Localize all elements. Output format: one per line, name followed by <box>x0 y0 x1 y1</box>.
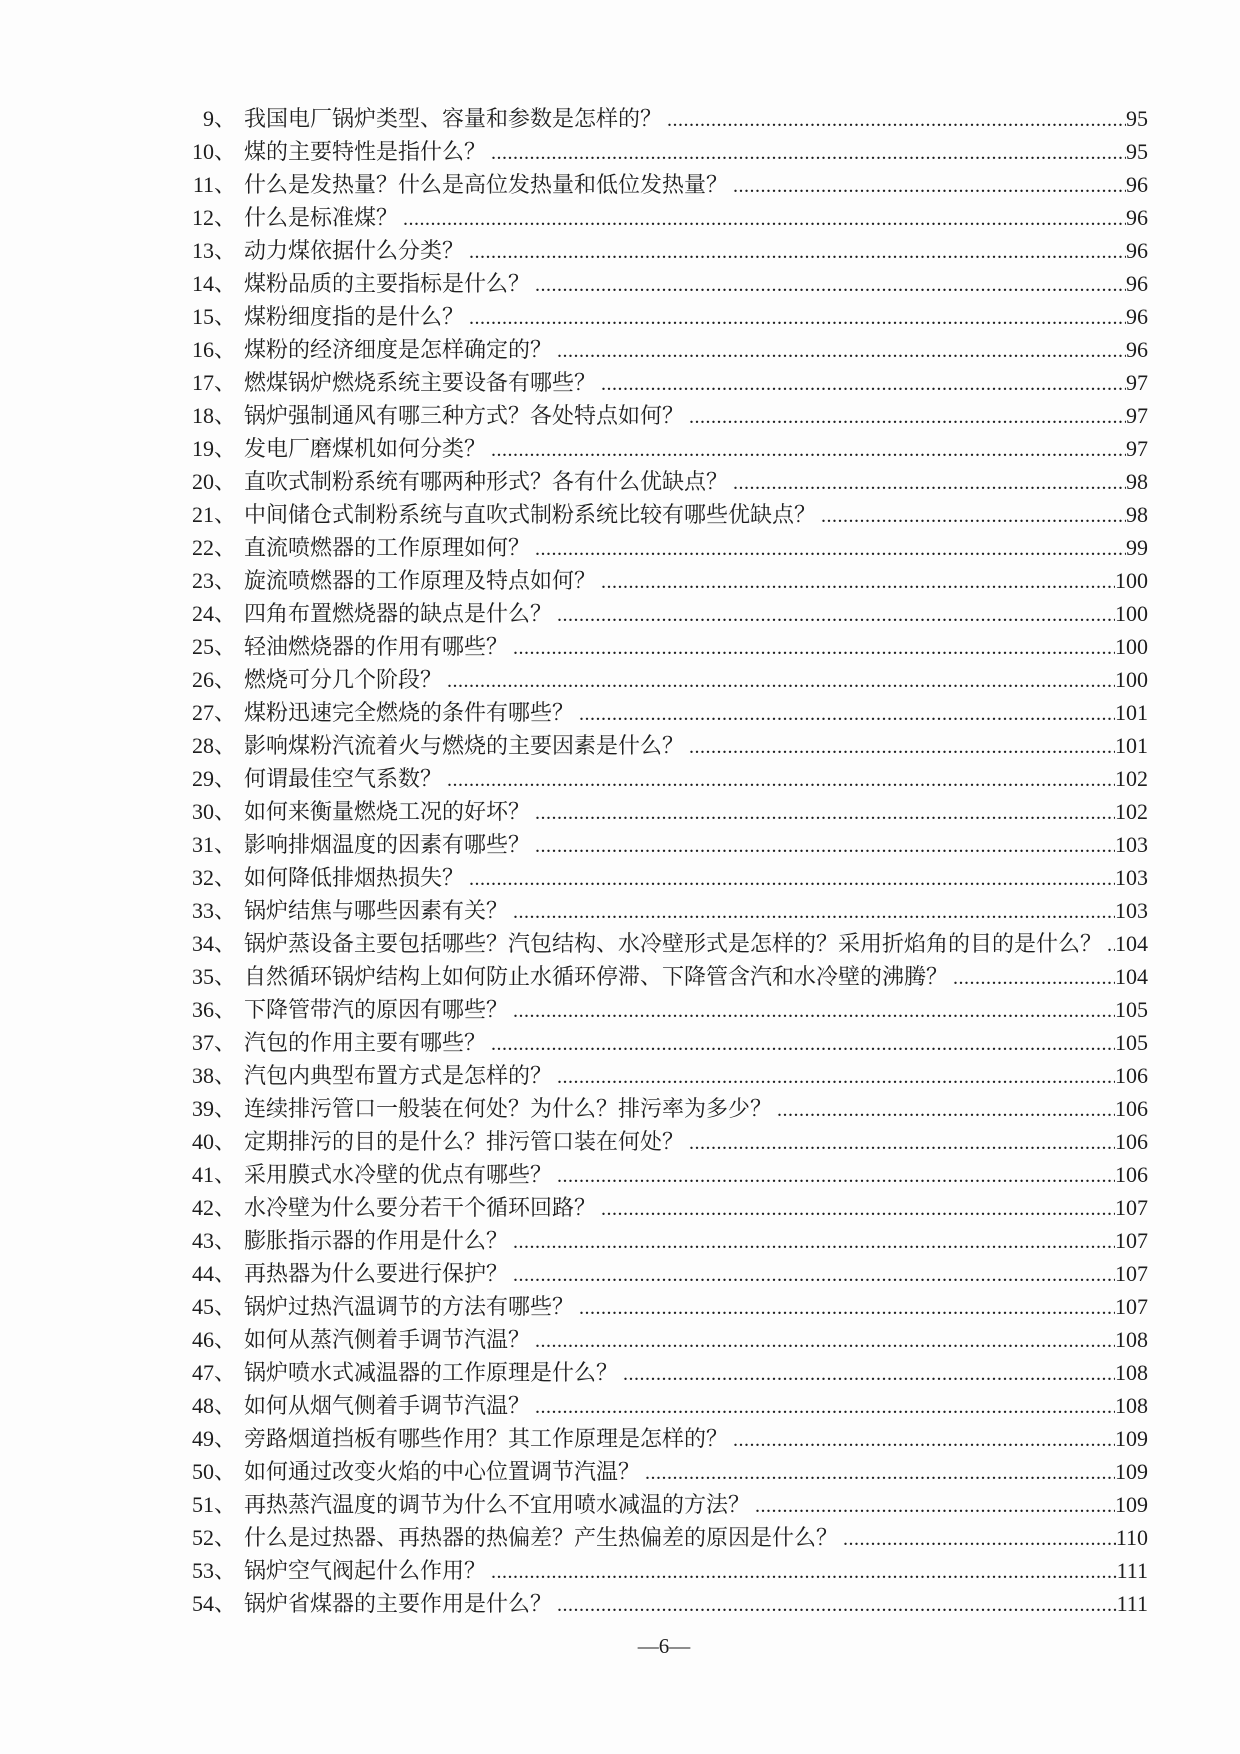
dot-leader-icon <box>530 533 1126 566</box>
entry-page: 104 <box>1115 931 1148 956</box>
entry-number: 9、 <box>202 106 236 131</box>
entry-title: 膨胀指示器的作用是什么？ <box>244 1228 509 1253</box>
entry-title: 再热蒸汽温度的调节为什么不宜用喷水减温的方法？ <box>244 1492 751 1517</box>
toc-entry <box>180 168 1148 201</box>
entry-number: 30、 <box>191 799 236 824</box>
entry-page: 97 <box>1126 436 1148 461</box>
dot-leader-icon <box>640 1457 1115 1490</box>
entry-title: 旁路烟道挡板有哪些作用？其工作原理是怎样的？ <box>244 1426 729 1451</box>
entry-page: 103 <box>1115 898 1148 923</box>
entry-page: 111 <box>1116 1591 1148 1616</box>
entry-number: 28、 <box>191 733 236 758</box>
entry-page: 108 <box>1115 1327 1148 1352</box>
entry-number: 42、 <box>191 1195 236 1220</box>
toc-entry <box>180 894 1148 927</box>
entry-title: 锅炉省煤器的主要作用是什么？ <box>244 1591 553 1616</box>
entry-title: 汽包的作用主要有哪些？ <box>244 1030 487 1055</box>
entry-title: 燃烧可分几个阶段？ <box>244 667 443 692</box>
entry-number: 53、 <box>191 1558 236 1583</box>
entry-title: 锅炉喷水式减温器的工作原理是什么？ <box>244 1360 619 1385</box>
dot-leader-icon <box>772 1094 1115 1127</box>
entry-page: 106 <box>1115 1129 1148 1154</box>
dot-leader-icon <box>508 1226 1115 1259</box>
toc-entry <box>180 630 1148 663</box>
entry-number: 43、 <box>191 1228 236 1253</box>
toc-entry <box>180 927 1148 960</box>
dot-leader-icon <box>728 467 1126 500</box>
toc-entry <box>180 993 1148 1026</box>
dot-leader-icon <box>442 665 1115 698</box>
dot-leader-icon <box>530 797 1115 830</box>
dot-leader-icon <box>750 1490 1115 1523</box>
entry-title: 直吹式制粉系统有哪两种形式？各有什么优缺点？ <box>244 469 729 494</box>
entry-title: 旋流喷燃器的工作原理及特点如何？ <box>244 568 597 593</box>
entry-number: 38、 <box>191 1063 236 1088</box>
entry-number: 18、 <box>191 403 236 428</box>
toc-entry <box>180 1554 1148 1587</box>
dot-leader-icon <box>618 1358 1115 1391</box>
toc-entry <box>180 1158 1148 1191</box>
entry-number: 32、 <box>191 865 236 890</box>
entry-page: 108 <box>1115 1393 1148 1418</box>
dot-leader-icon <box>596 1193 1115 1226</box>
dot-leader-icon <box>464 863 1115 896</box>
toc-entry <box>180 1257 1148 1290</box>
entry-page: 107 <box>1115 1195 1148 1220</box>
dot-leader-icon <box>530 1391 1115 1424</box>
dot-leader-icon <box>552 1061 1115 1094</box>
entry-title: 直流喷燃器的工作原理如何？ <box>244 535 531 560</box>
entry-title: 影响排烟温度的因素有哪些？ <box>244 832 531 857</box>
entry-number: 15、 <box>191 304 236 329</box>
entry-page: 106 <box>1115 1063 1148 1088</box>
toc-entry <box>180 498 1148 531</box>
entry-number: 52、 <box>191 1525 236 1550</box>
entry-title: 如何从烟气侧着手调节汽温？ <box>244 1393 531 1418</box>
entry-number: 26、 <box>191 667 236 692</box>
entry-number: 45、 <box>191 1294 236 1319</box>
toc-entry <box>180 1356 1148 1389</box>
dot-leader-icon <box>508 1259 1115 1292</box>
toc-entry <box>180 696 1148 729</box>
entry-page: 110 <box>1115 1525 1148 1550</box>
entry-title: 如何通过改变火焰的中心位置调节汽温？ <box>244 1459 641 1484</box>
dot-leader-icon <box>684 1127 1115 1160</box>
entry-title: 什么是过热器、再热器的热偏差？产生热偏差的原因是什么？ <box>244 1525 839 1550</box>
dot-leader-icon <box>486 137 1126 170</box>
toc-entry <box>180 465 1148 498</box>
entry-number: 34、 <box>191 931 236 956</box>
entry-page: 105 <box>1115 1030 1148 1055</box>
dot-leader-icon <box>508 632 1115 665</box>
dot-leader-icon <box>552 599 1115 632</box>
entry-title: 轻油燃烧器的作用有哪些？ <box>244 634 509 659</box>
toc-entry <box>180 399 1148 432</box>
page-number: —6— <box>637 1634 691 1658</box>
entry-number: 14、 <box>191 271 236 296</box>
entry-page: 100 <box>1115 601 1148 626</box>
entry-title: 影响煤粉汽流着火与燃烧的主要因素是什么？ <box>244 733 685 758</box>
entry-page: 99 <box>1126 535 1148 560</box>
dot-leader-icon <box>530 830 1115 863</box>
toc-entry <box>180 1323 1148 1356</box>
entry-number: 13、 <box>191 238 236 263</box>
entry-title: 煤粉迅速完全燃烧的条件有哪些？ <box>244 700 575 725</box>
toc-entry <box>180 1191 1148 1224</box>
entry-page: 95 <box>1126 106 1148 131</box>
entry-page: 96 <box>1126 271 1148 296</box>
entry-title: 水冷壁为什么要分若干个循环回路？ <box>244 1195 597 1220</box>
entry-title: 锅炉强制通风有哪三种方式？各处特点如何？ <box>244 403 685 428</box>
toc-entry <box>180 762 1148 795</box>
entry-page: 101 <box>1115 700 1148 725</box>
toc-entry <box>180 366 1148 399</box>
dot-leader-icon <box>464 302 1126 335</box>
entry-number: 35、 <box>191 964 236 989</box>
entry-number: 40、 <box>191 1129 236 1154</box>
entry-number: 39、 <box>191 1096 236 1121</box>
dot-leader-icon <box>486 434 1126 467</box>
dot-leader-icon <box>948 962 1115 995</box>
entry-page: 98 <box>1126 502 1148 527</box>
dot-leader-icon <box>1102 929 1115 962</box>
entry-title: 如何降低排烟热损失？ <box>244 865 465 890</box>
entry-title: 自然循环锅炉结构上如何防止水循环停滞、下降管含汽和水冷壁的沸腾？ <box>244 964 949 989</box>
entry-title: 采用膜式水冷壁的优点有哪些？ <box>244 1162 553 1187</box>
entry-page: 96 <box>1126 337 1148 362</box>
entry-title: 动力煤依据什么分类？ <box>244 238 465 263</box>
dot-leader-icon <box>552 1589 1117 1622</box>
entry-number: 44、 <box>191 1261 236 1286</box>
dot-leader-icon <box>552 1160 1115 1193</box>
toc-entry <box>180 828 1148 861</box>
entry-page: 95 <box>1126 139 1148 164</box>
toc-entry <box>180 234 1148 267</box>
entry-number: 23、 <box>191 568 236 593</box>
toc-entry <box>180 1092 1148 1125</box>
entry-page: 107 <box>1115 1261 1148 1286</box>
toc-entry <box>180 795 1148 828</box>
toc-entry <box>180 432 1148 465</box>
dot-leader-icon <box>728 1424 1115 1457</box>
entry-number: 20、 <box>191 469 236 494</box>
entry-page: 100 <box>1115 568 1148 593</box>
dot-leader-icon <box>816 500 1126 533</box>
toc-entry <box>180 1224 1148 1257</box>
dot-leader-icon <box>530 1325 1115 1358</box>
entry-number: 27、 <box>191 700 236 725</box>
toc-entry <box>180 1455 1148 1488</box>
entry-number: 22、 <box>191 535 236 560</box>
dot-leader-icon <box>596 566 1115 599</box>
entry-number: 25、 <box>191 634 236 659</box>
toc-entry <box>180 564 1148 597</box>
entry-page: 103 <box>1115 832 1148 857</box>
entry-page: 97 <box>1126 403 1148 428</box>
entry-page: 109 <box>1115 1492 1148 1517</box>
toc-entry <box>180 1521 1148 1554</box>
dot-leader-icon <box>552 335 1126 368</box>
entry-title: 下降管带汽的原因有哪些？ <box>244 997 509 1022</box>
dot-leader-icon <box>574 1292 1115 1325</box>
toc-entry <box>180 663 1148 696</box>
page-footer <box>0 1630 1240 1663</box>
entry-title: 如何来衡量燃烧工况的好坏？ <box>244 799 531 824</box>
entry-number: 54、 <box>191 1591 236 1616</box>
dot-leader-icon <box>508 896 1115 929</box>
dot-leader-icon <box>530 269 1126 302</box>
entry-title: 四角布置燃烧器的缺点是什么？ <box>244 601 553 626</box>
entry-number: 37、 <box>191 1030 236 1055</box>
entry-number: 16、 <box>191 337 236 362</box>
entry-number: 10、 <box>191 139 236 164</box>
entry-title: 我国电厂锅炉类型、容量和参数是怎样的？ <box>244 106 663 131</box>
toc-entry <box>180 300 1148 333</box>
entry-number: 12、 <box>191 205 236 230</box>
toc-entry <box>180 960 1148 993</box>
dot-leader-icon <box>508 995 1115 1028</box>
entry-number: 31、 <box>191 832 236 857</box>
entry-page: 109 <box>1115 1426 1148 1451</box>
dot-leader-icon <box>486 1556 1117 1589</box>
toc-entry <box>180 861 1148 894</box>
entry-number: 19、 <box>191 436 236 461</box>
entry-title: 什么是标准煤？ <box>244 205 399 230</box>
entry-title: 锅炉蒸设备主要包括哪些？汽包结构、水冷壁形式是怎样的？采用折焰角的目的是什么？ <box>244 931 1103 956</box>
entry-title: 发电厂磨煤机如何分类？ <box>244 436 487 461</box>
entry-title: 何谓最佳空气系数？ <box>244 766 443 791</box>
entry-page: 96 <box>1126 172 1148 197</box>
dot-leader-icon <box>838 1523 1116 1556</box>
entry-number: 17、 <box>191 370 236 395</box>
entry-number: 50、 <box>191 1459 236 1484</box>
entry-page: 97 <box>1126 370 1148 395</box>
toc-entry <box>180 1125 1148 1158</box>
toc-entry <box>180 1587 1148 1620</box>
entry-number: 11、 <box>192 172 236 197</box>
entry-title: 锅炉空气阀起什么作用？ <box>244 1558 487 1583</box>
dot-leader-icon <box>662 104 1126 137</box>
entry-number: 24、 <box>191 601 236 626</box>
entry-page: 102 <box>1115 799 1148 824</box>
entry-number: 33、 <box>191 898 236 923</box>
toc-entry <box>180 1389 1148 1422</box>
entry-page: 100 <box>1115 667 1148 692</box>
dot-leader-icon <box>486 1028 1115 1061</box>
entry-title: 煤粉的经济细度是怎样确定的？ <box>244 337 553 362</box>
entry-number: 49、 <box>191 1426 236 1451</box>
toc-entry <box>180 135 1148 168</box>
entry-title: 连续排污管口一般装在何处？为什么？排污率为多少？ <box>244 1096 773 1121</box>
entry-title: 什么是发热量？什么是高位发热量和低位发热量？ <box>244 172 729 197</box>
entry-page: 111 <box>1116 1558 1148 1583</box>
entry-title: 煤粉品质的主要指标是什么？ <box>244 271 531 296</box>
entry-page: 102 <box>1115 766 1148 791</box>
entry-number: 47、 <box>191 1360 236 1385</box>
toc-entry <box>180 201 1148 234</box>
toc-entry <box>180 1422 1148 1455</box>
entry-page: 107 <box>1115 1228 1148 1253</box>
dot-leader-icon <box>398 203 1126 236</box>
entry-page: 105 <box>1115 997 1148 1022</box>
entry-number: 51、 <box>191 1492 236 1517</box>
entry-number: 21、 <box>191 502 236 527</box>
entry-title: 燃煤锅炉燃烧系统主要设备有哪些？ <box>244 370 597 395</box>
entry-page: 98 <box>1126 469 1148 494</box>
entry-title: 汽包内典型布置方式是怎样的？ <box>244 1063 553 1088</box>
entry-page: 96 <box>1126 205 1148 230</box>
toc-entry <box>180 1290 1148 1323</box>
entry-page: 96 <box>1126 304 1148 329</box>
entry-page: 104 <box>1115 964 1148 989</box>
entry-page: 106 <box>1115 1162 1148 1187</box>
entry-number: 29、 <box>191 766 236 791</box>
toc-entry <box>180 1026 1148 1059</box>
entry-number: 48、 <box>191 1393 236 1418</box>
entry-title: 煤的主要特性是指什么？ <box>244 139 487 164</box>
toc-entry <box>180 531 1148 564</box>
entry-title: 锅炉结焦与哪些因素有关？ <box>244 898 509 923</box>
entry-page: 100 <box>1115 634 1148 659</box>
entry-title: 中间储仓式制粉系统与直吹式制粉系统比较有哪些优缺点？ <box>244 502 817 527</box>
entry-title: 如何从蒸汽侧着手调节汽温？ <box>244 1327 531 1352</box>
entry-page: 101 <box>1115 733 1148 758</box>
dot-leader-icon <box>464 236 1126 269</box>
toc-entry <box>180 333 1148 366</box>
entry-page: 107 <box>1115 1294 1148 1319</box>
dot-leader-icon <box>442 764 1115 797</box>
entry-page: 109 <box>1115 1459 1148 1484</box>
entry-title: 再热器为什么要进行保护？ <box>244 1261 509 1286</box>
entry-page: 106 <box>1115 1096 1148 1121</box>
dot-leader-icon <box>574 698 1115 731</box>
toc-entry <box>180 729 1148 762</box>
entry-number: 46、 <box>191 1327 236 1352</box>
dot-leader-icon <box>684 731 1115 764</box>
entry-title: 锅炉过热汽温调节的方法有哪些？ <box>244 1294 575 1319</box>
dot-leader-icon <box>684 401 1126 434</box>
entry-title: 煤粉细度指的是什么？ <box>244 304 465 329</box>
entry-page: 96 <box>1126 238 1148 263</box>
entry-title: 定期排污的目的是什么？排污管口装在何处？ <box>244 1129 685 1154</box>
entry-page: 103 <box>1115 865 1148 890</box>
entry-number: 36、 <box>191 997 236 1022</box>
toc-entry <box>180 267 1148 300</box>
toc-entry <box>180 1059 1148 1092</box>
toc-entry <box>180 597 1148 630</box>
entry-number: 41、 <box>191 1162 236 1187</box>
toc-entry <box>180 1488 1148 1521</box>
dot-leader-icon <box>728 170 1126 203</box>
entry-page: 108 <box>1115 1360 1148 1385</box>
toc-entry <box>180 102 1148 135</box>
dot-leader-icon <box>596 368 1126 401</box>
